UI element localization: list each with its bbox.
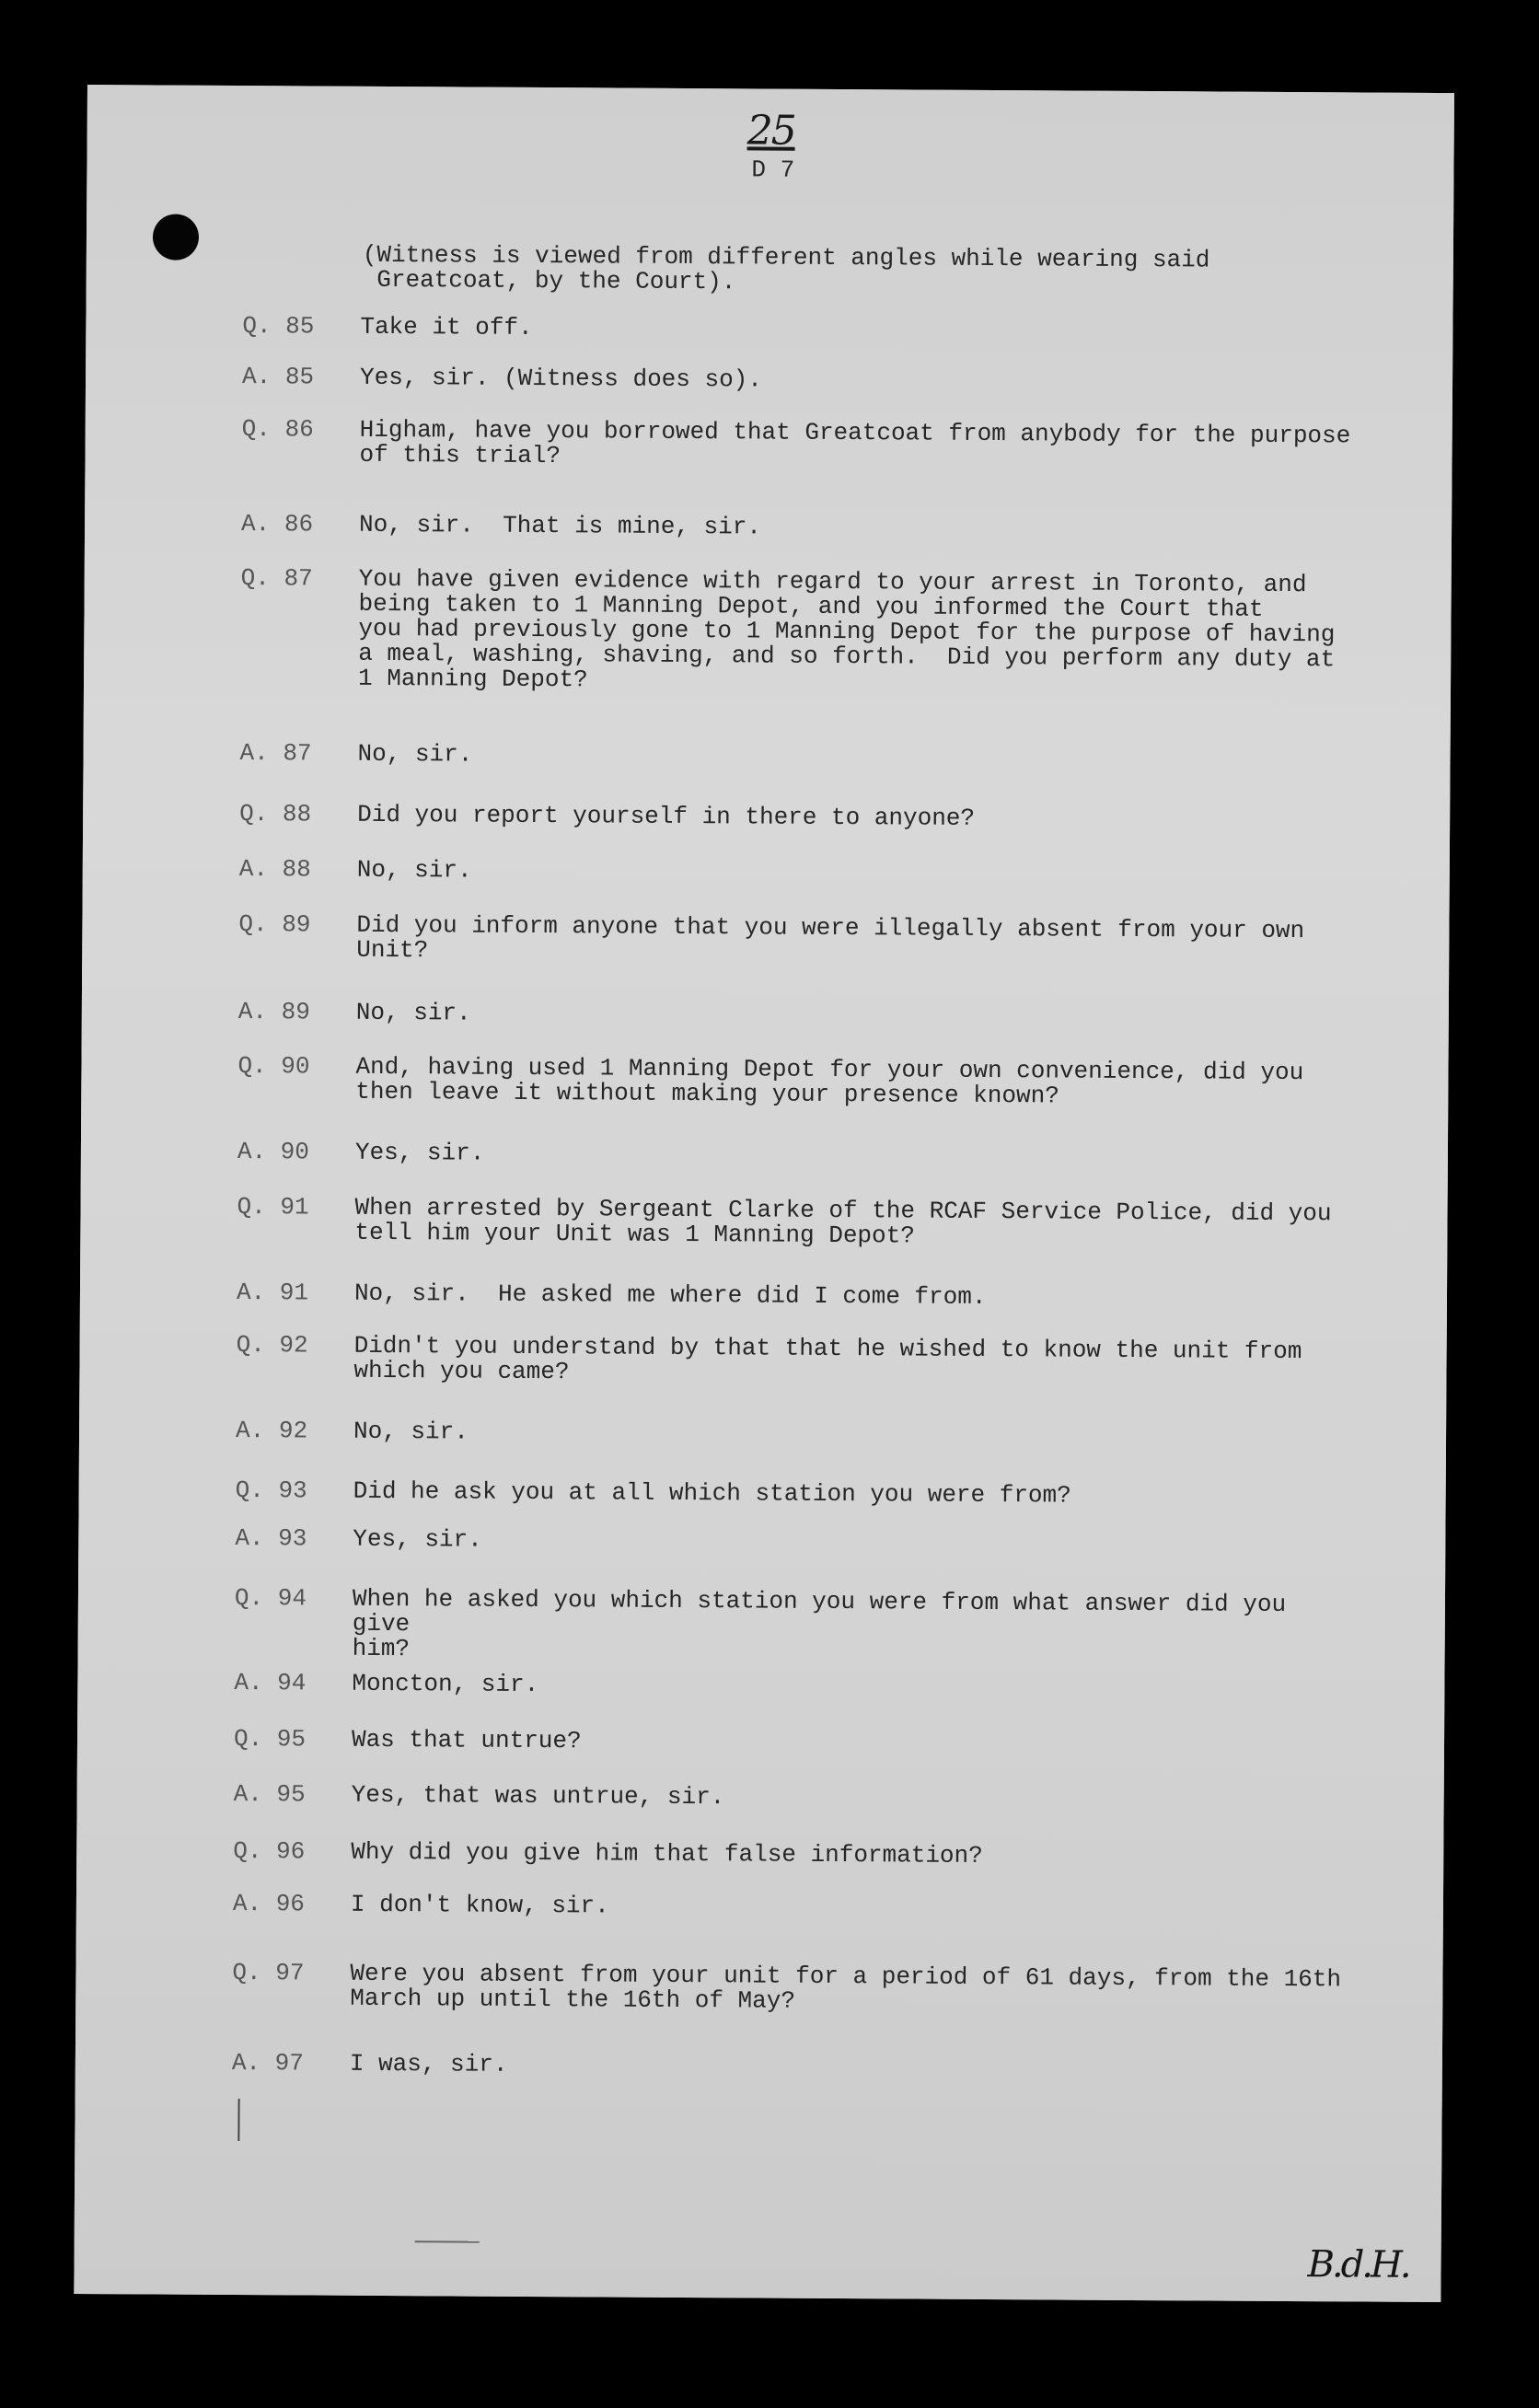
qa-text: No, sir. bbox=[355, 998, 471, 1027]
qa-label: Q. 86 bbox=[241, 415, 314, 444]
footer-dash bbox=[415, 2240, 480, 2242]
qa-text: Why did you give him that false information? bbox=[351, 1837, 983, 1870]
document-page bbox=[74, 85, 1454, 2302]
qa-label: A. 85 bbox=[241, 363, 315, 391]
qa-text: Yes, sir. bbox=[353, 1524, 482, 1554]
qa-entry bbox=[75, 2050, 1442, 2158]
qa-label: A. 92 bbox=[235, 1417, 308, 1445]
qa-label: A. 94 bbox=[234, 1669, 307, 1697]
qa-text: Did he ask you at all which station you were from? bbox=[353, 1476, 1071, 1510]
qa-label: A. 90 bbox=[237, 1138, 310, 1166]
qa-label: Q. 92 bbox=[236, 1331, 308, 1360]
qa-label: A. 86 bbox=[240, 510, 314, 538]
qa-text: Take it off. bbox=[360, 312, 533, 342]
qa-entry bbox=[85, 416, 1452, 524]
punch-hole bbox=[153, 214, 199, 260]
initials-signature: B.d.H. bbox=[1307, 2243, 1409, 2286]
qa-label: Q. 90 bbox=[237, 1052, 310, 1081]
qa-text: When he asked you which station you were from what answer did you give him? bbox=[352, 1584, 1301, 1663]
qa-label: A. 89 bbox=[237, 998, 310, 1026]
qa-label: A. 96 bbox=[232, 1890, 306, 1918]
qa-text: Yes, sir. bbox=[354, 1138, 485, 1167]
qa-text: I was, sir. bbox=[349, 2049, 508, 2078]
qa-label: Q. 93 bbox=[235, 1476, 307, 1505]
qa-label: A. 87 bbox=[239, 739, 312, 768]
qa-text: Moncton, sir. bbox=[352, 1669, 539, 1699]
qa-label: A. 88 bbox=[238, 855, 311, 884]
qa-label: Q. 89 bbox=[238, 910, 311, 939]
qa-text: When arrested by Sergeant Clarke of the RCAF Service Police, did you tell him your Unit was 1 Manning Depot? bbox=[354, 1193, 1332, 1250]
qa-label: A. 91 bbox=[236, 1279, 309, 1307]
qa-label: Q. 96 bbox=[233, 1837, 306, 1866]
qa-text: Didn't you understand by that that he wished to know the unit from which you came? bbox=[353, 1331, 1302, 1386]
qa-text: No, sir. bbox=[356, 855, 472, 885]
qa-text: Did you inform anyone that you were illegally absent from your own Unit? bbox=[356, 910, 1305, 965]
qa-label: Q. 97 bbox=[232, 1959, 305, 1987]
qa-text: Did you report yourself in there to anyone? bbox=[357, 800, 976, 832]
margin-mark bbox=[237, 2099, 239, 2141]
qa-text: I don't know, sir. bbox=[350, 1890, 609, 1920]
qa-label: Q. 87 bbox=[240, 564, 313, 593]
qa-label: Q. 88 bbox=[239, 800, 312, 828]
qa-text: No, sir. bbox=[353, 1417, 469, 1446]
qa-text: Were you absent from your unit for a period of 61 days, from the 16th March up until the 16th of May? bbox=[350, 1959, 1342, 2015]
qa-label: A. 97 bbox=[231, 2048, 304, 2078]
qa-label: Q. 95 bbox=[233, 1725, 307, 1754]
qa-label: A. 95 bbox=[233, 1780, 306, 1809]
qa-text: And, having used 1 Manning Depot for your own convenience, did you then leave it without making your presence known? bbox=[355, 1052, 1304, 1110]
qa-text: Higham, have you borrowed that Greatcoat from anybody for the purpose of this trial? bbox=[359, 415, 1351, 470]
qa-text: Yes, that was untrue, sir. bbox=[351, 1780, 725, 1812]
qa-text: Yes, sir. (Witness does so). bbox=[359, 363, 763, 394]
qa-label: A. 93 bbox=[235, 1524, 307, 1553]
page-code: D 7 bbox=[751, 156, 795, 184]
qa-label: Q. 91 bbox=[237, 1193, 309, 1221]
qa-text: No, sir. That is mine, sir. bbox=[358, 510, 762, 541]
witness-note: (Witness is viewed from different angles while wearing said Greatcoat, by the Court). bbox=[362, 240, 1210, 296]
page-number: 25 bbox=[746, 107, 795, 155]
qa-text: You have given evidence with regard to your arrest in Toronto, and being taken to 1 Manning Depot, and you informed the Court that you had previously gone to 1 Manning Depot for the purpose of having a meal, washing, shaving, and so forth. Did you perform any duty at 1 Manning Depot? bbox=[357, 564, 1336, 694]
qa-text: No, sir. He asked me where did I come from. bbox=[353, 1279, 987, 1311]
qa-text: No, sir. bbox=[357, 739, 473, 769]
qa-text: Was that untrue? bbox=[351, 1725, 582, 1755]
qa-entry bbox=[84, 564, 1452, 694]
qa-label: Q. 94 bbox=[234, 1584, 307, 1613]
qa-label: Q. 85 bbox=[242, 312, 315, 341]
